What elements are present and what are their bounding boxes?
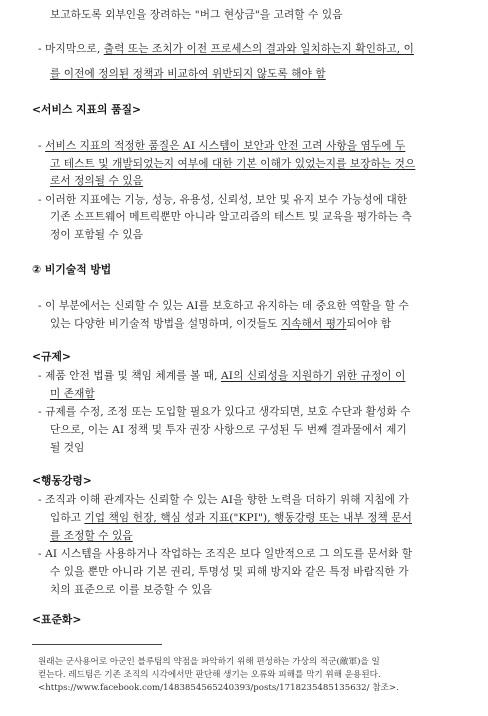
body-line <box>38 139 405 153</box>
underlined-text: AI의 신뢰성을 지원하기 위한 규정이 이 <box>221 370 406 382</box>
text-segment: - 마지막으로, <box>38 43 104 55</box>
footnote-line-1: 원래는 군사용어로 아군인 블루팀의 약점을 파악하기 위해 편성하는 가상의 적군(敵軍)을 일 <box>38 657 380 667</box>
underlined-text: 로서 정의될 수 있음 <box>50 175 144 187</box>
text-segment: 입하고 <box>50 512 85 524</box>
body-line <box>38 493 409 507</box>
underlined-text: 를 이전에 정의된 정책과 비교하여 위반되지 않도록 해야 함 <box>50 68 326 80</box>
section-heading: <행동강령> <box>32 474 92 487</box>
text-segment: - AI 시스템을 사용하거나 작업하는 조직은 보다 일반적으로 그 의도를 문서화 할 <box>38 548 413 560</box>
text-segment: - 조직과 이해 관계자는 신뢰할 수 있는 AI을 향한 노력을 더하기 위해 지침에 가 <box>38 494 409 506</box>
underlined-text: 기업 책임 헌장, 핵심 성과 지표("KPI"), 행동강령 또는 내부 정책 문서 <box>84 512 413 524</box>
text-segment: 되어야 함 <box>346 318 392 330</box>
text-segment: 치의 표준으로 이를 보증할 수 있음 <box>50 584 213 596</box>
body-line <box>50 511 412 525</box>
underlined-text: 고 테스트 및 개발되었는지 여부에 대한 기본 이해가 있었는지를 보장하는 것으 <box>50 158 416 170</box>
text-segment: 수 있을 뿐만 아니라 기본 권리, 투명성 및 피해 방지와 같은 특정 바람직한 가 <box>50 566 409 578</box>
underlined-text: 지속해서 평가 <box>280 318 347 330</box>
text-segment: - 이 부분에서는 신뢰할 수 있는 AI를 보호하고 유지하는 데 중요한 역할을 할 수 <box>38 300 409 312</box>
text-segment: - 이러한 지표에는 기능, 성능, 유용성, 신뢰성, 보안 및 유지 보수 가능성에 대한 <box>38 194 408 206</box>
body-line <box>38 42 414 56</box>
text-segment: - <box>38 140 46 152</box>
body-line <box>38 299 409 313</box>
body-line <box>50 583 212 597</box>
text-segment: 될 것임 <box>50 442 85 454</box>
text-segment: 있는 다양한 비기술적 방법을 설명하며, 이것들도 <box>50 318 281 330</box>
section-heading: ② 비기술적 방법 <box>32 263 112 276</box>
body-line <box>50 423 407 437</box>
body-line <box>50 317 391 331</box>
underlined-text: 를 조정할 수 있음 <box>50 530 133 542</box>
underlined-text: 서비스 지표의 적정한 품질은 AI 시스템이 보안과 안전 고려 사항을 염두에 두 <box>45 140 406 152</box>
text-segment: - 규제를 수정, 조정 또는 도입할 필요가 있다고 생각되면, 보호 수단과 활성화 수 <box>38 406 411 418</box>
body-line <box>38 369 405 383</box>
body-line <box>50 174 143 188</box>
section-heading: <표준화> <box>32 613 82 626</box>
text-segment: 보고하도록 외부인을 장려하는 "버그 현상금"을 고려할 수 있음 <box>50 9 343 21</box>
text-segment: 단으로, 이는 AI 정책 및 투자 권장 사항으로 구성된 두 번째 결과물에서 제기 <box>50 424 407 436</box>
body-line <box>50 157 415 171</box>
body-line <box>38 193 407 207</box>
text-segment: 기존 소프트웨어 메트릭뿐만 아니라 알고리즘의 테스트 및 교육을 평가하는 측 <box>50 211 412 223</box>
section-heading: <서비스 지표의 품질> <box>32 103 142 116</box>
underlined-text: 미 존재함 <box>50 388 95 400</box>
section-heading: <규제> <box>32 350 71 363</box>
text-segment: - 제품 안전 법률 및 책임 체계를 볼 때, <box>38 370 222 382</box>
body-line <box>50 67 326 81</box>
footnote-line-2: 컫는다. 레드팀은 기존 조직의 시각에서만 판단해 생기는 오류와 피해를 막기 위해 운용된다. <box>38 670 381 680</box>
body-line <box>50 387 95 401</box>
body-line <box>50 565 409 579</box>
body-line <box>38 547 412 561</box>
body-line <box>50 8 343 22</box>
underlined-text: 출력 또는 조치가 이전 프로세스의 결과와 일치하는지 확인하고, 이 <box>103 43 414 55</box>
body-line <box>50 441 84 455</box>
footnote-line-3: <https://www.facebook.com/148385456524039З/posts/1718235485135632/ 참조>. <box>38 683 399 693</box>
text-segment: 정이 포함될 수 있음 <box>50 229 144 241</box>
body-line <box>50 529 133 543</box>
body-line <box>50 228 143 242</box>
body-line <box>38 405 411 419</box>
footnote-divider <box>32 644 162 645</box>
body-line <box>50 210 412 224</box>
